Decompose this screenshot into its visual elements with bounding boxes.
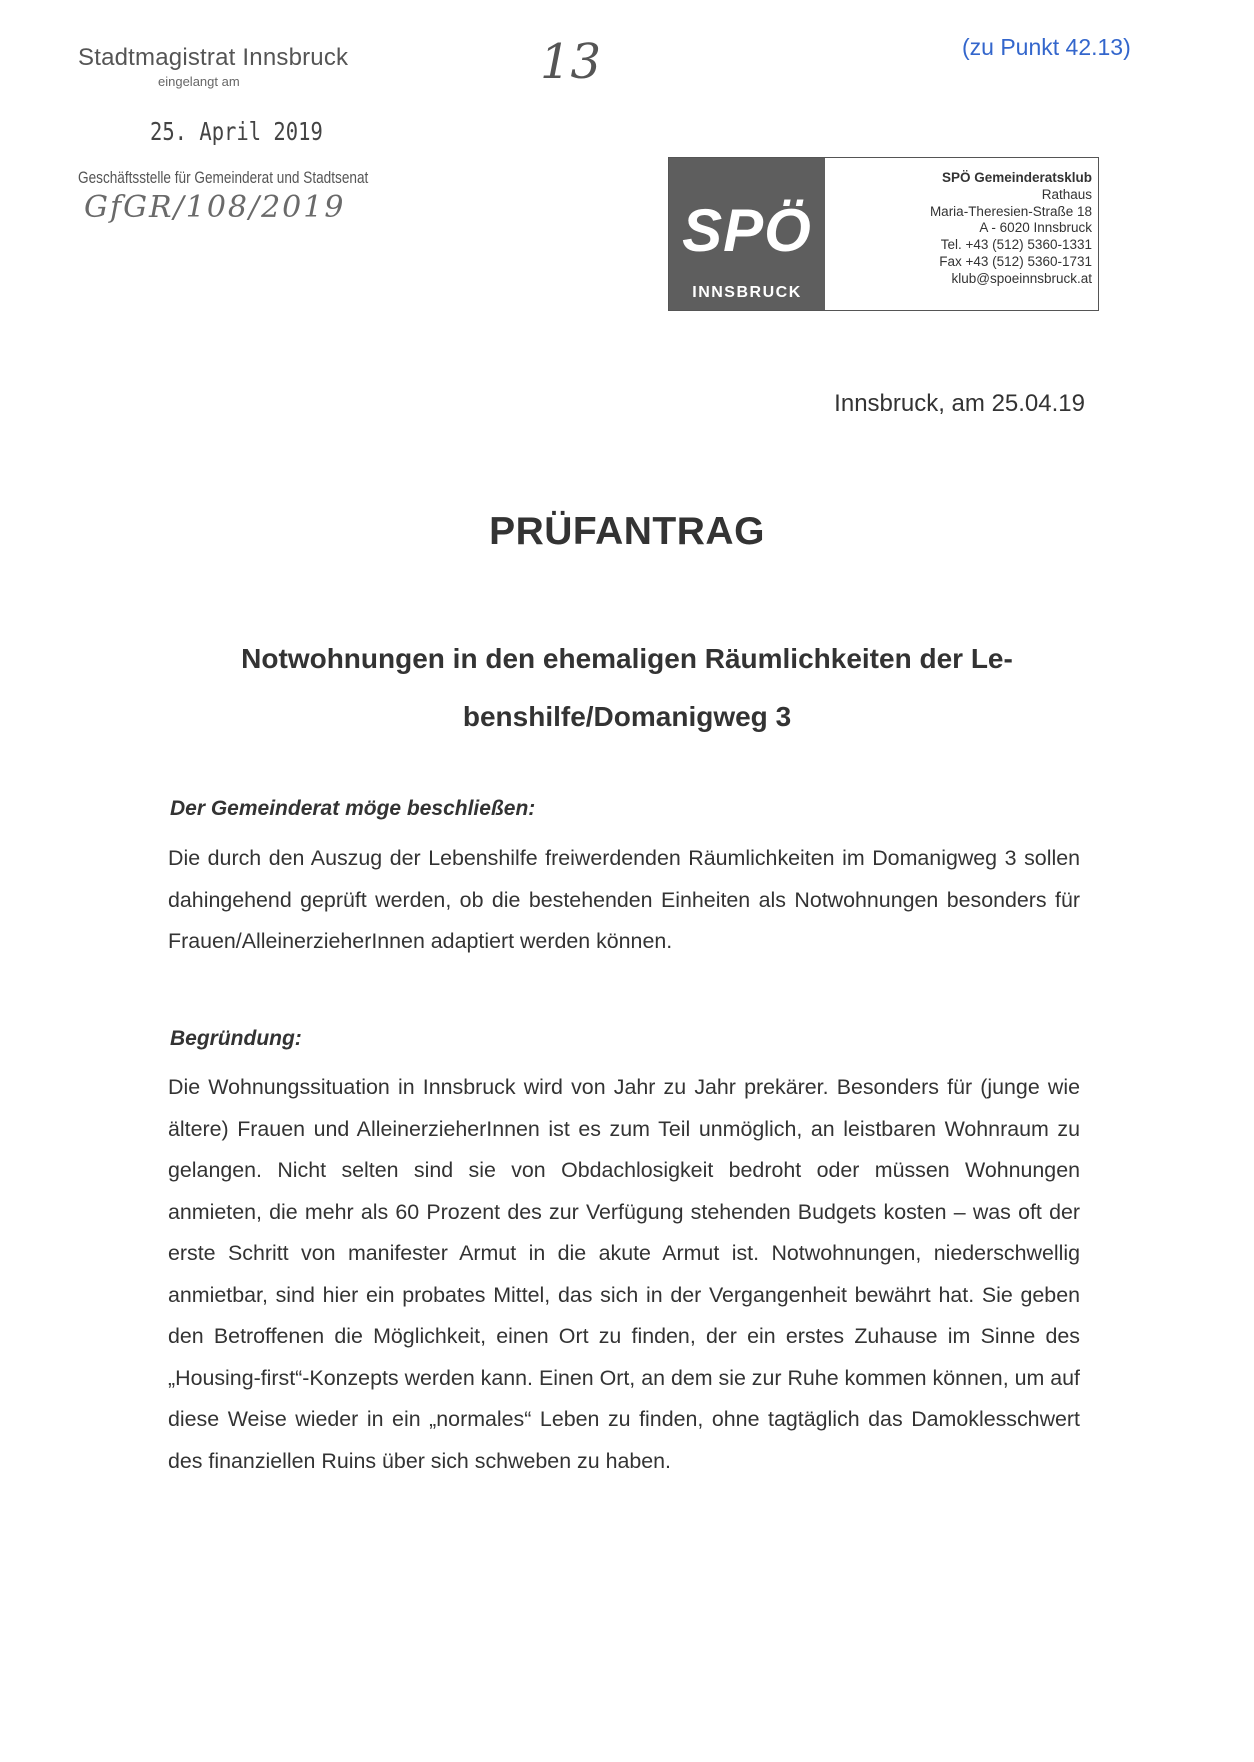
stamp-date: 25. April 2019 [150, 117, 323, 146]
stamp-reference-number: GfGR/108/2019 [84, 190, 346, 225]
fax-line: Fax +43 (512) 5360-1731 [939, 253, 1092, 269]
handwritten-page-number: 13 [540, 34, 602, 90]
subject-line: Notwohnungen in den ehemaligen Räumlichkeiten der Le- [241, 643, 1013, 674]
document-title: PRÜFANTRAG [489, 510, 765, 553]
phone-line: Tel. +43 (512) 5360-1331 [940, 237, 1092, 253]
motion-text: Die durch den Auszug der Lebenshilfe freiwerdenden Räumlichkeiten im Domanigweg 3 sollen dahingehend geprüft werden, ob die bestehenden Einheiten als Notwohnungen besonders für Frauen/AlleinerzieherInnen adaptiert werden können. [168, 846, 1080, 953]
stamp-office: Geschäftsstelle für Gemeinderat und Stadtsenat [78, 168, 369, 187]
justification-heading: Begründung: [170, 1027, 302, 1050]
email-line: klub@spoeinnsbruck.at [951, 270, 1092, 286]
subject-line: benshilfe/Domanigweg 3 [462, 701, 792, 732]
logo-subtext: INNSBRUCK [692, 284, 802, 301]
place-and-date: Innsbruck, am 25.04.19 [834, 390, 1085, 417]
address-line: A - 6020 Innsbruck [979, 220, 1092, 236]
justification-text: Die Wohnungssituation in Innsbruck wird von Jahr zu Jahr prekärer. Besonders für (junge wie ältere) Frauen und AlleinerzieherInnen ist es zum Teil unmöglich, an leistbaren Wohnraum zu gelangen. Nicht selten sind sie von Obdachlosigkeit bedroht oder müssen Wohnungen anmieten, die mehr als 60 Prozent des zur Verfügung stehenden Budgets kosten – was oft der erste Schritt von manifester Armut in die akute Armut ist. Notwohnungen, niederschwellig anmietbar, sind hier ein probates Mittel, das sich in der Vergangenheit bewährt hat. Sie geben den Betroffenen die Möglichkeit, einen Ort zu finden, der ein erstes Zuhause im Sinne des „Housing-first“-Konzepts werden kann. Einen Ort, an dem sie zur Ruhe kommen können, um auf diese Weise wieder in ein „normales“ Leben zu finden, ohne tagtäglich das Damoklesschwert des finanziellen Ruins über sich schweben zu haben. [168, 1075, 1080, 1473]
spoe-logo [669, 158, 825, 310]
receipt-stamp [78, 44, 378, 225]
address-line: Rathaus [1041, 186, 1092, 202]
address-line: Maria-Theresien-Straße 18 [929, 203, 1092, 219]
subject [170, 630, 1084, 746]
club-address-block [825, 158, 1098, 310]
club-name: SPÖ Gemeinderatsklub [941, 170, 1092, 185]
stamp-received-label: eingelangt am [158, 74, 240, 89]
letterhead [668, 157, 1099, 311]
motion-heading: Der Gemeinderat möge beschließen: [170, 797, 536, 820]
stamp-organization: Stadtmagistrat Innsbruck [78, 44, 349, 71]
logo-text: SPÖ [682, 197, 812, 264]
agenda-reference: (zu Punkt 42.13) [962, 34, 1131, 60]
